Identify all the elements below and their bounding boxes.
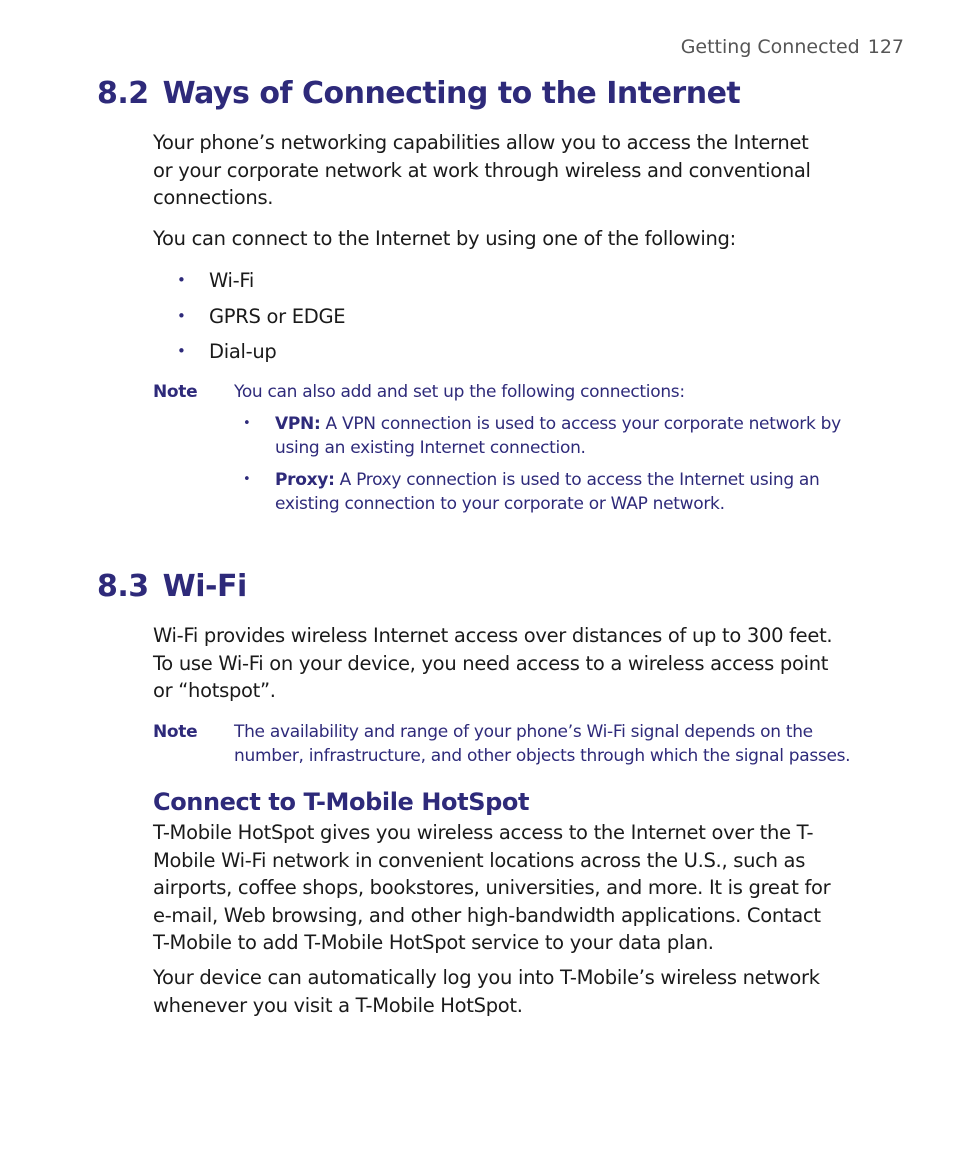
- list-item: • Wi-Fi: [177, 269, 255, 292]
- bullet-icon: •: [243, 416, 251, 431]
- bullet-icon: •: [177, 306, 186, 325]
- section-8-3-intro: Wi-Fi provides wireless Internet access over distances of up to 300 feet. To use Wi-Fi on your device, you need access to a wireless access point or “hotspot”.: [153, 624, 833, 702]
- list-item: • Dial-up: [177, 340, 277, 363]
- bullet-icon: •: [177, 342, 186, 360]
- running-header: [681, 36, 904, 58]
- section-number: 8.3: [97, 569, 149, 604]
- bullet-icon: •: [243, 472, 251, 487]
- hotspot-paragraph-1: T-Mobile HotSpot gives you wireless access to the Internet over the T-Mobile Wi-Fi network in convenient locations across the U.S., such as airports, coffee shops, bookstores, universities, and more. It is great for e-mail, Web browsing, and other high-bandwidth applications. Contact T-Mobile to add T-Mobile HotSpot service to your data plan.: [153, 821, 831, 954]
- page-number: 127: [867, 36, 904, 58]
- list-item: • VPN: A VPN connection is used to access your corporate network by using an existing Internet connection.: [243, 414, 841, 458]
- bullet-icon: •: [177, 271, 186, 289]
- note-label: Note: [153, 382, 198, 402]
- section-8-2-lead-in: You can connect to the Internet by using one of the following:: [153, 227, 736, 250]
- section-8-3-heading: [97, 569, 247, 604]
- section-number: 8.2: [97, 76, 149, 111]
- note-connection-list: [234, 412, 873, 516]
- hotspot-paragraph-2: Your device can automatically log you into T-Mobile’s wireless network whenever you visit a T-Mobile HotSpot.: [153, 966, 820, 1017]
- note-label: Note: [153, 722, 198, 742]
- section-8-2-heading: [97, 76, 740, 111]
- note-text: You can also add and set up the following connections:: [234, 382, 685, 402]
- chapter-name: Getting Connected: [680, 36, 860, 58]
- note-wifi-range: [153, 720, 873, 768]
- list-item: • GPRS or EDGE: [177, 304, 346, 328]
- note-additional-connections: [153, 380, 873, 524]
- hotspot-subheading: Connect to T-Mobile HotSpot: [153, 788, 530, 816]
- note-text: The availability and range of your phone’s Wi-Fi signal depends on the number, infrastructure, and other objects through which the signal passes.: [234, 722, 851, 766]
- list-item: • Proxy: A Proxy connection is used to access the Internet using an existing connection to your corporate or WAP network.: [243, 470, 820, 514]
- note-body: [234, 380, 873, 516]
- section-8-2-intro: Your phone’s networking capabilities allow you to access the Internet or your corporate network at work through wireless and conventional connections.: [153, 131, 811, 209]
- connection-options-list: [153, 267, 345, 374]
- section-title: Wi-Fi: [162, 569, 247, 604]
- section-title: Ways of Connecting to the Internet: [162, 76, 741, 111]
